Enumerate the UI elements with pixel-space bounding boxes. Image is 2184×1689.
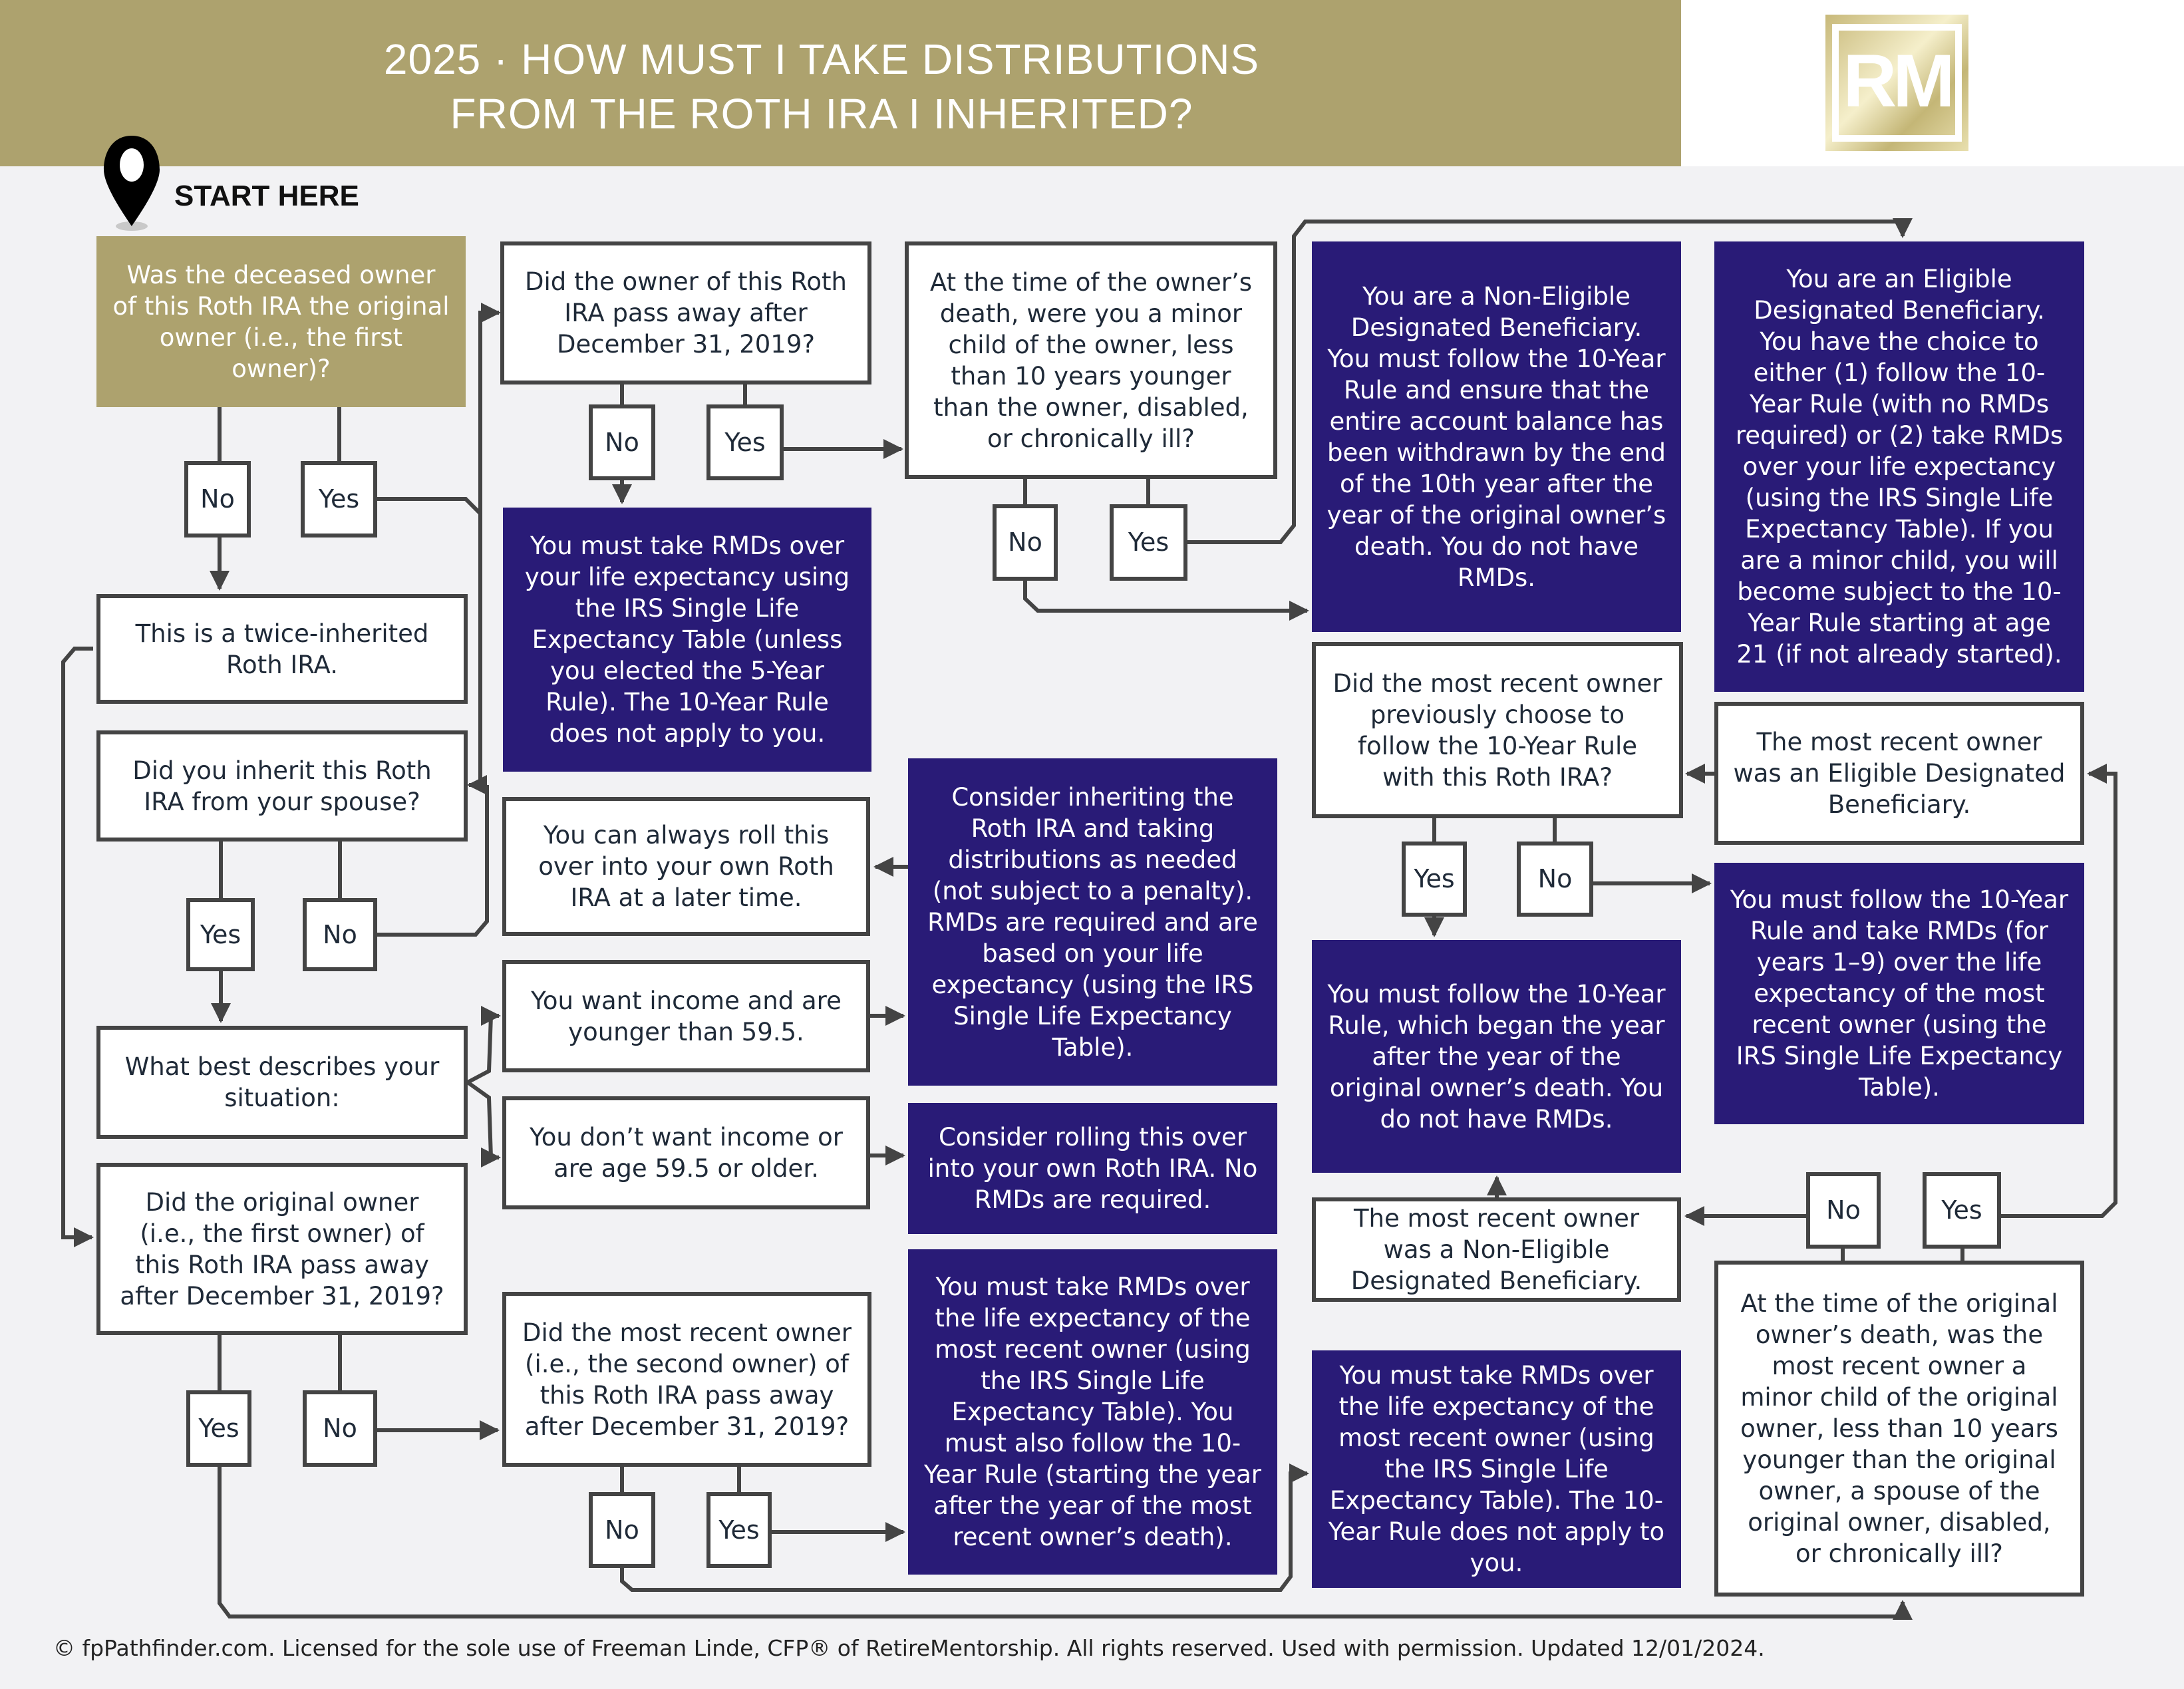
- result-consider-rolling: [908, 1103, 1277, 1234]
- node-text: At the time of the owner’s death, were you a minor child of the owner, less than 10 years younger than the owner, disabled, or chronically ill?: [929, 267, 1253, 453]
- answer-yes-button[interactable]: [1110, 504, 1187, 581]
- result-10yr-rmd-1-9: [1714, 863, 2084, 1124]
- node-text: The most recent owner was a Non-Eligible Designated Beneficiary.: [1350, 1204, 1642, 1295]
- rm-logo: [1825, 15, 1968, 151]
- node-text: You can always roll this over into your own Roth IRA at a later time.: [538, 821, 834, 912]
- footer-copyright: © fpPathfinder.com. Licensed for the sole use of Freeman Linde, CFP® of RetireMentorship. All rights reserved. Used with permission. Updated 12/01/2024.: [53, 1635, 1765, 1661]
- answer-no-button[interactable]: [1806, 1172, 1881, 1249]
- answer-no-button[interactable]: [303, 1390, 377, 1467]
- answer-label: No: [323, 919, 357, 949]
- node-text: Did the owner of this Roth IRA pass away after December 31, 2019?: [525, 267, 847, 359]
- map-pin-icon: [98, 133, 165, 233]
- node-text: At the time of the original owner’s death, was the most recent owner a minor child of the original owner, less than 10 years younger than the original owner, a spouse of the original owner, disabled, or chronically ill?: [1740, 1289, 2058, 1568]
- page-title: [346, 32, 1297, 141]
- answer-no-button[interactable]: [589, 404, 655, 480]
- question-original-owner: [96, 236, 466, 407]
- node-text: You want income and are younger than 59.5.: [531, 986, 842, 1046]
- result-consider-inheriting: [908, 758, 1277, 1086]
- node-text: Consider rolling this over into your own Roth IRA. No RMDs are required.: [927, 1123, 1258, 1214]
- node-text: Did the most recent owner previously choose to follow the 10-Year Rule with this Roth IRA?: [1332, 669, 1662, 792]
- node-text: You are an Eligible Designated Beneficiary. You have the choice to either (1) follow the 10-Year Rule (with no RMDs required) or (2) take RMDs over your life expectancy (using the IRS Single Life Expectancy Table). If you are a minor child, you will become subject to the 10-Year Rule starting at age 21 (if not already started).: [1735, 265, 2064, 669]
- statement-twice-inherited: [96, 594, 468, 704]
- answer-no-button[interactable]: [184, 461, 251, 537]
- node-text: Did you inherit this Roth IRA from your spouse?: [132, 756, 432, 816]
- answer-no-button[interactable]: [1517, 842, 1593, 917]
- question-situation: [96, 1026, 468, 1139]
- answer-yes-button[interactable]: [301, 461, 377, 537]
- question-owner-after-2019: [500, 241, 871, 384]
- answer-label: Yes: [1128, 528, 1170, 557]
- result-rmd-plus-10yr: [908, 1249, 1277, 1575]
- answer-yes-button[interactable]: [706, 404, 784, 480]
- answer-no-button[interactable]: [993, 504, 1058, 581]
- node-text: Did the most recent owner (i.e., the second owner) of this Roth IRA pass away after December 31, 2019?: [522, 1318, 852, 1441]
- statement-recent-non-eligible: [1312, 1197, 1681, 1302]
- node-text: You don’t want income or are age 59.5 or older.: [530, 1123, 843, 1183]
- node-text: You must take RMDs over the life expectancy of the most recent owner (using the IRS Single Life Expectancy Table). The 10-Year Rule does not apply to you.: [1328, 1361, 1665, 1577]
- answer-label: No: [200, 484, 235, 514]
- node-text: You must follow the 10-Year Rule, which began the year after the year of the original owner’s death. You do not have RMDs.: [1327, 979, 1666, 1134]
- start-here-label: START HERE: [174, 180, 359, 212]
- answer-yes-button[interactable]: [186, 898, 255, 971]
- title-line-2: FROM THE ROTH IRA I INHERITED?: [450, 90, 1193, 138]
- result-life-expectancy-5yr: [503, 508, 871, 772]
- answer-label: Yes: [198, 1414, 239, 1443]
- question-spouse: [96, 730, 468, 842]
- node-text: The most recent owner was an Eligible Designated Beneficiary.: [1733, 728, 2066, 819]
- question-recent-minor: [1714, 1261, 2084, 1597]
- question-minor-child: [905, 241, 1277, 479]
- node-text: You are a Non-Eligible Designated Beneficiary. You must follow the 10-Year Rule and ensure that the entire account balance has been withdrawn by the end of the 10th year after the year of the original owner’s death. You do not have RMDs.: [1326, 281, 1666, 592]
- answer-label: No: [1008, 528, 1042, 557]
- answer-yes-button[interactable]: [1402, 842, 1467, 917]
- header-banner: [0, 0, 1681, 166]
- answer-label: Yes: [1941, 1195, 1982, 1225]
- answer-label: No: [1537, 864, 1573, 893]
- answer-label: No: [323, 1414, 357, 1443]
- answer-label: Yes: [200, 919, 241, 949]
- answer-yes-button[interactable]: [186, 1390, 251, 1467]
- result-non-eligible: [1312, 241, 1681, 632]
- node-text: This is a twice-inherited Roth IRA.: [135, 619, 429, 679]
- answer-label: No: [1826, 1195, 1861, 1225]
- answer-label: No: [605, 427, 639, 457]
- answer-label: Yes: [718, 1515, 760, 1545]
- node-text: You must follow the 10-Year Rule and take RMDs (for years 1–9) over the life expectancy of the most recent owner (using the IRS Single Life Expectancy Table).: [1730, 885, 2069, 1102]
- node-text: Was the deceased owner of this Roth IRA the original owner (i.e., the first owner)?: [112, 260, 450, 383]
- node-text: Consider inheriting the Roth IRA and taking distributions as needed (not subject to a penalty). RMDs are required and are based on your life expectancy (using the IRS Single Life Expectancy Table).: [927, 782, 1258, 1062]
- option-want-income[interactable]: [502, 960, 870, 1072]
- answer-label: Yes: [724, 427, 766, 457]
- answer-yes-button[interactable]: [706, 1492, 772, 1568]
- result-rmd-no-10yr: [1312, 1350, 1681, 1588]
- answer-yes-button[interactable]: [1923, 1172, 2001, 1249]
- answer-label: No: [605, 1515, 639, 1545]
- question-prev-choose-10yr: [1312, 642, 1683, 818]
- logo-letters: RM: [1843, 39, 1951, 122]
- node-text: What best describes your situation:: [124, 1052, 440, 1112]
- node-text: You must take RMDs over the life expectancy of the most recent owner (using the IRS Single Life Expectancy Table). You must also follow the 10-Year Rule (starting the year after the year of the most recent owner’s death).: [923, 1273, 1261, 1551]
- statement-roll-later: [502, 797, 870, 936]
- node-text: You must take RMDs over your life expectancy using the IRS Single Life Expectancy Table (unless you elected the 5-Year Rule). The 10-Year Rule does not apply to you.: [524, 532, 850, 748]
- result-eligible: [1714, 241, 2084, 692]
- question-original-after-2019: [96, 1163, 468, 1335]
- statement-recent-eligible: [1714, 702, 2084, 845]
- answer-label: Yes: [1414, 864, 1455, 893]
- question-recent-after-2019: [502, 1292, 871, 1467]
- node-text: Did the original owner (i.e., the first owner) of this Roth IRA pass away after December 31, 2019?: [120, 1187, 444, 1310]
- option-no-income[interactable]: [502, 1096, 870, 1209]
- answer-no-button[interactable]: [589, 1492, 655, 1568]
- answer-no-button[interactable]: [303, 898, 377, 971]
- answer-label: Yes: [318, 484, 360, 514]
- result-10yr-began: [1312, 940, 1681, 1173]
- title-line-1: 2025 · HOW MUST I TAKE DISTRIBUTIONS: [383, 35, 1260, 83]
